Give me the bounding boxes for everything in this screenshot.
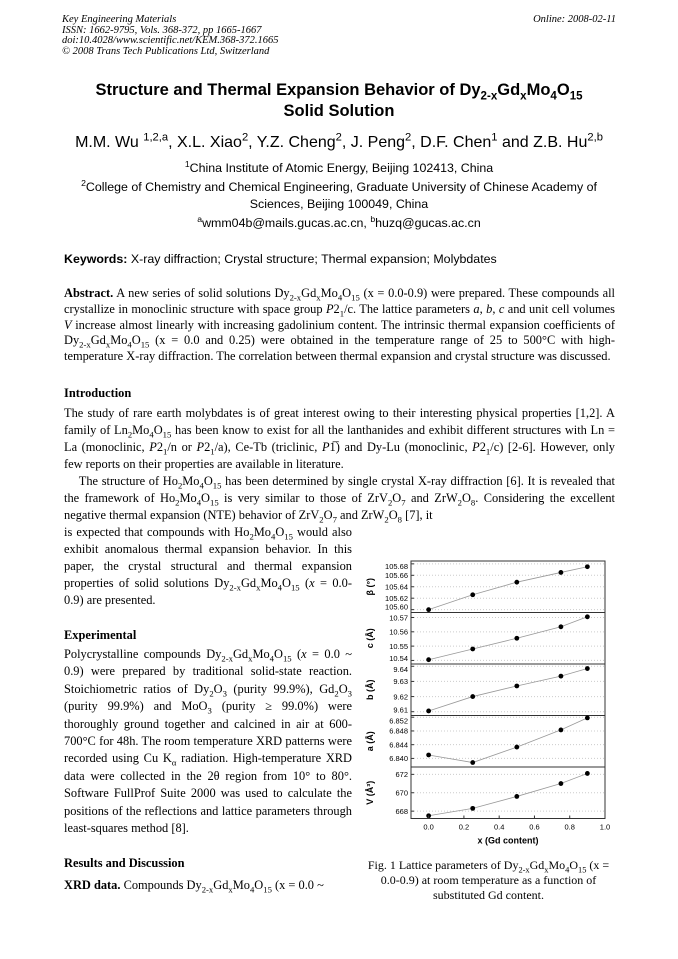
authors: M.M. Wu $^{1,2,a}$, X.L. Xiao$^2$, Y.Z. Cheng$^2$, J. Peng$^2$, D.F. Chen$^1$ and Z.B. Hu$^{2,b}$ [75,131,603,151]
x-tick-label: 1.0 [599,822,611,832]
x-axis-label: x (Gd content) [477,835,539,846]
data-point [514,684,519,689]
xrd-paragraph [64,877,352,894]
data-point [426,709,431,714]
data-point [585,771,590,776]
affiliation-1: $^1$China Institute of Atomic Energy, Beijing 102413, China [184,158,494,175]
journal-name: Key Engineering Materials [62,14,177,25]
panel-frame [411,613,605,665]
xrd-text: Compounds $Dy_{2-x}Gd_xMo_4O_{15}$ (x = 0.0 ~ [123,878,324,895]
y-axis-label: V (Å³) [365,780,375,805]
introduction-heading: Introduction [64,385,132,400]
y-tick-label: 105.62 [385,593,408,603]
series-line [429,617,588,660]
issn: ISSN: 1662-9795, Vols. 368-372, pp 1665-1667 [62,24,262,36]
intro-paragraph-1: The study of rare earth molybdates is of great interest owing to their interesting physical properties [1,2]. A family of $Ln_2Mo_4O_{15}$ has been know to exist for all the lanthanides and exhibit different structures with Ln = La (monoclinic, $P2_1/n$ or $P2_1/a$), Ce-Tb (triclinic, P1̅) and Dy-Lu (monoclinic, $P2_1/c$) [2-6]. However, only few reports on their properties are available in literature. [64,405,616,471]
y-tick-label: 105.66 [385,571,408,581]
x-tick-label: 0.6 [529,822,540,832]
emails: $^a$wmm04b@mails.gucas.ac.cn, $^b$huzq@gucas.ac.cn [197,213,481,230]
y-tick-label: 670 [395,788,408,798]
experimental-paragraph: Polycrystalline compounds $Dy_{2-x}Gd_xMo_4O_{15}$ (x = 0.0 ~ 0.9) were prepared by traditional solid-state reaction. Stoichiometric ratios of $Dy_2O_3$ (purity 99.9%), $Gd_2O_3$ (purity 99.9%) and MoO$_3$ (purity ≥ 99.0%) were thoroughly ground together and calcined in air at 600-700°C for 48h. The room temperature XRD patterns were recorded using Cu $K_\alpha$ radiation. High-temperature XRD data were collected in the 2θ region from 10° to 80°. Software FullProf Suite 2000 was used to calculate the positions of the reflections and lattice parameters through least-squares method [8]. [64,646,353,836]
intro-paragraph-2-cont: is expected that compounds with $Ho_2Mo_4O_{15}$ would also exhibit anomalous thermal expansion behavior. In this paper, the crystal structural and thermal expansion properties of solid solutions $Dy_{2-x}Gd_xMo_4O_{15}$ (x = 0.0-0.9) are presented. [64,524,352,607]
y-tick-label: 105.64 [385,582,408,592]
keywords-text: X-ray diffraction; Crystal structure; Thermal expansion; Molybdates [130,252,497,266]
x-tick-label: 0.4 [493,822,505,832]
doi: doi:10.4028/www.scientific.net/KEM.368-372.1665 [62,35,279,46]
data-point [559,570,564,575]
data-point [585,614,590,619]
experimental-heading: Experimental [64,627,137,642]
data-point [514,580,519,585]
data-point [585,666,590,671]
data-point [426,753,431,758]
keywords [64,252,497,266]
keywords-label: Keywords: [64,252,128,266]
abstract-text: A new series of solid solutions $Dy_{2-x}Gd_xMo_4O_{15}$ (x = 0.0-0.9) were prepared. These compounds all crystallize in monoclinic structure with space group $P2_1/c$. The lattice parameters a, b, c and unit cell volumes V increase almost linearly with increasing gadolinium content. The intrinsic thermal expansion coefficients of $Dy_{2-x}Gd_xMo_4O_{15}$ (x = 0.0 and 0.25) were obtained in the temperature range of 25 to 500°C with high-temperature X-ray diffraction. The correlation between thermal expansion and crystal structure was discussed. [64,286,615,364]
y-tick-label: 10.55 [389,641,408,651]
figure-caption: Fig. 1 Lattice parameters of $Dy_{2-x}Gd_xMo_4O_{15}$ (x = 0.0-0.9) at room temperature as a function of substituted Gd content. [367,858,610,902]
data-point [514,636,519,641]
abstract [64,286,615,365]
y-tick-label: 6.844 [389,740,408,750]
data-point [559,674,564,679]
y-axis-label: b (Å) [365,679,375,700]
data-point [470,760,475,765]
x-tick-label: 0.2 [458,822,470,832]
lattice-parameter-chart [345,558,615,858]
series-line [429,718,588,763]
y-tick-label: 10.54 [389,654,408,664]
y-tick-label: 6.852 [389,716,408,726]
y-tick-label: 6.840 [389,754,408,764]
y-axis-label: β (°) [365,577,375,596]
y-axis-label: a (Å) [365,731,375,752]
x-tick-label: 0.0 [423,822,434,832]
online-date: Online: 2008-02-11 [533,14,616,25]
y-tick-label: 9.63 [393,677,408,687]
results-heading: Results and Discussion [64,856,185,871]
y-tick-label: 6.848 [389,726,408,736]
intro-paragraph-2: The structure of $Ho_2Mo_4O_{15}$ has been determined by single crystal X-ray diffraction [6]. It is revealed that the framework of $Ho_2Mo_4O_{15}$ is very similar to those of $ZrV_2O_7$ and $ZrW_2O_8$. Considering the excellent negative thermal expansion (NTE) behavior of $ZrV_2O_7$ and $ZrW_2O_8$ [7], it [64,473,616,525]
data-point [470,694,475,699]
affiliation-2: $^2$College of Chemistry and Chemical Engineering, Graduate University of Chinese Academy of Sciences, Beijing 100049, China [81,177,597,211]
abstract-label: Abstract. [64,286,114,300]
journal-header [62,15,279,57]
series-line [429,669,588,711]
data-point [585,564,590,569]
data-point [426,607,431,612]
xrd-label: XRD data. [64,878,121,893]
y-tick-label: 10.57 [389,613,408,623]
data-point [559,781,564,786]
series-line [429,773,588,815]
series-line [429,567,588,610]
y-tick-label: 9.64 [393,665,408,675]
y-tick-label: 9.62 [393,692,408,702]
data-point [470,592,475,597]
paper-title: Structure and Thermal Expansion Behavior of $Dy_{2-x}Gd_xMo_4O_{15}$ Solid Solution [95,81,583,120]
y-tick-label: 105.68 [385,562,408,572]
y-tick-label: 105.60 [385,602,408,612]
data-point [514,745,519,750]
data-point [559,728,564,733]
data-point [470,806,475,811]
data-point [426,657,431,662]
data-point [585,716,590,721]
y-tick-label: 10.56 [389,627,408,637]
copyright: © 2008 Trans Tech Publications Ltd, Switzerland [62,45,270,57]
y-axis-label: c (Å) [365,628,375,649]
x-tick-label: 0.8 [564,822,575,832]
data-point [470,647,475,652]
data-point [514,794,519,799]
y-tick-label: 672 [395,770,408,780]
y-tick-label: 668 [395,806,408,816]
y-tick-label: 9.61 [393,705,408,715]
data-point [559,624,564,629]
